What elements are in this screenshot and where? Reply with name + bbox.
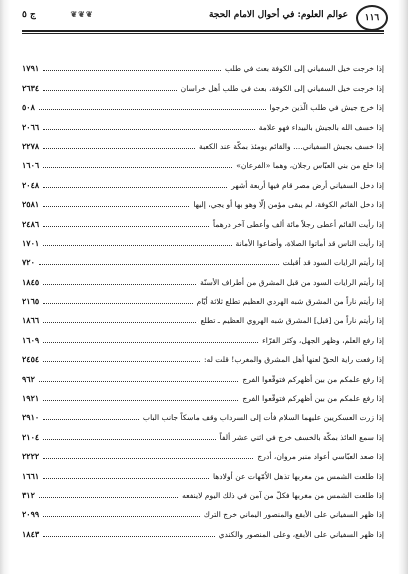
index-entry: [22, 209, 384, 228]
entry-text: إذا رأيت القائم أعطى رجلاً مائة ألف وأعطى آخر درهماً: [213, 219, 384, 229]
index-entry: [22, 132, 384, 151]
entry-page-number: ١٨٤٣: [22, 528, 40, 539]
entry-text: إذا رفع علمكم من بين أظهركم فتوقّعوا الفرج: [242, 374, 384, 384]
entry-text: إذا رفعت راية الحقّ لعنها أهل المشرق والمغرب! قلت له:: [203, 355, 384, 365]
entry-text: إذا رأيتم ناراً من المشرق شبه الهردي العظيم تطلع ثلاثة أيّام: [196, 297, 384, 307]
dot-leader: [43, 439, 215, 440]
entry-text: إذا رأيتم الرايات السود قد أقبلت: [282, 258, 384, 268]
entry-text: إذا خرجت خيل السفياني إلى الكوفة، بعث في طلب أهل خراسان: [180, 83, 384, 93]
entry-text: إذا طلعت الشمس من مغربها تذهل الاُمّهات عن أولادها: [212, 471, 384, 481]
index-entry: [22, 229, 384, 248]
dot-leader: [43, 400, 238, 401]
index-entry: [22, 112, 384, 131]
entry-page-number: ١٦٠٩: [22, 334, 40, 345]
entry-text: إذا ظهر السفياني على الأبقع والمنصور اليماني خرج الترك: [203, 510, 384, 520]
dot-leader: [43, 226, 209, 227]
entry-page-number: ٣١٢: [22, 489, 35, 500]
dot-leader: [43, 361, 200, 362]
entry-page-number: ١٧٠١: [22, 237, 40, 248]
dot-leader: [43, 478, 209, 479]
page-number-badge: [356, 5, 388, 31]
index-entry: [22, 170, 384, 189]
index-entry: [22, 345, 384, 364]
entry-page-number: ٩٦٢: [22, 373, 35, 384]
dot-leader: [43, 458, 253, 459]
index-entry: [22, 267, 384, 286]
index-entry: [22, 325, 384, 344]
entry-text: إذا دخل القائم الكوفة، لم يبقى مؤمن إلّا وهو بها أو يجي، إليها: [193, 200, 384, 210]
entry-page-number: ١٦٠٦: [22, 160, 40, 171]
dot-leader: [43, 322, 196, 323]
entry-page-number: ٧٢٠: [22, 257, 35, 268]
dot-leader: [43, 70, 221, 71]
entry-text: إذا رفع علمكم من بين أظهركم فتوقّعوا الفرج: [242, 394, 384, 404]
dot-leader: [43, 90, 176, 91]
entry-page-number: ٢٤٨٦: [22, 218, 40, 229]
dot-leader: [43, 245, 231, 246]
entry-text: إذا رفع العلم، وظهر الجهل، وكثر القرّاء: [262, 335, 384, 345]
page-number: ١١٦: [364, 13, 380, 23]
index-entry: [22, 54, 384, 73]
index-entry: [22, 364, 384, 383]
index-entry: [22, 287, 384, 306]
running-title: عوالم العلوم: في أحوال الامام الحجة: [208, 10, 348, 20]
entry-page-number: ٢٤٥٤: [22, 354, 40, 365]
entry-text: إذا رأيت الناس قد أماتوا الصلاة، وأضاعوا الأمانة: [235, 238, 384, 248]
entry-page-number: ٢٩١٠: [22, 412, 40, 423]
index-entry: [22, 500, 384, 519]
entry-page-number: ٢٠٦٦: [22, 121, 40, 132]
entry-text: إذا خرجت خيل السفياني إلى الكوفة بعث في طلب: [225, 64, 384, 74]
entry-page-number: ١٨٤٥: [22, 276, 40, 287]
dot-leader: [43, 419, 139, 420]
entry-text: إذا رأيتم ناراً من [قبل] المشرق شبه الهروي العظيم ـ تطلع: [200, 316, 384, 326]
index-entry: [22, 93, 384, 112]
entry-page-number: ٢١٠٤: [22, 431, 40, 442]
index-entry: [22, 151, 384, 170]
entry-text: إذا خسف بجيش السفياني.... والقائم يومئذ بمكّة عند الكعبة: [199, 141, 384, 151]
entry-text: إذا خرج جيش في طلب الّذين خرجوا: [269, 103, 384, 113]
dot-leader: [43, 536, 214, 537]
index-entry: [22, 73, 384, 92]
entry-page-number: ٥٠٨: [22, 102, 35, 113]
dot-leader: [43, 342, 258, 343]
index-entry: [22, 190, 384, 209]
entry-page-number: ٢٠٩٩: [22, 509, 40, 520]
dot-leader: [43, 187, 227, 188]
dot-leader: [39, 264, 279, 265]
entry-page-number: ٢٢٢٢: [22, 451, 40, 462]
entry-page-number: ١٨٦٦: [22, 315, 40, 326]
volume-label: ج ٥: [22, 10, 36, 20]
index-entry: [22, 442, 384, 461]
index-entry: [22, 422, 384, 441]
ornament-icon: ❦❦❦: [70, 9, 94, 19]
entry-text: إذا خسف الله بالجيش بالبيداء فهو علامة: [258, 122, 384, 132]
entry-page-number: ٢١٦٥: [22, 296, 40, 307]
index-entry: [22, 403, 384, 422]
dot-leader: [43, 129, 255, 130]
entry-text: إذا دخل السفياني أرض مصر قام فيها أربعة أشهر: [231, 180, 384, 190]
index-entry: [22, 481, 384, 500]
index-entry: [22, 248, 384, 267]
index-entry: [22, 384, 384, 403]
dot-leader: [43, 167, 232, 168]
dot-leader: [43, 303, 192, 304]
header-rule-thin: [22, 33, 384, 34]
dot-leader: [43, 284, 196, 285]
entry-text: إذا زرت العسكريين عليهما السلام فأت إلى السرداب وقف ماسكاً جانب الباب: [142, 413, 384, 423]
dot-leader: [39, 109, 266, 110]
dot-leader: [43, 516, 200, 517]
index-entry: [22, 306, 384, 325]
dot-leader: [39, 381, 239, 382]
entry-text: إذا صعد العبّاسي أعواد منبر مروان، أدرج: [257, 452, 384, 462]
entry-page-number: ٢٥٨١: [22, 199, 40, 210]
entry-page-number: ١٧٩١: [22, 63, 40, 74]
index-entries: [22, 54, 384, 539]
entry-text: إذا خلع من بني العبّاس رجلان، وهما «الفرعان»: [236, 161, 384, 171]
index-entry: [22, 461, 384, 480]
dot-leader: [43, 148, 195, 149]
entry-text: إذا رأيتم الرايات السود من قبل المشرق من أطراف الأسنّة: [200, 277, 384, 287]
page-header: [22, 8, 382, 26]
dot-leader: [43, 206, 189, 207]
entry-page-number: ١٦٦١: [22, 470, 40, 481]
entry-text: إذا طلعت الشمس من مغربها فكلّ من آمن في ذلك اليوم لاينفعه: [182, 490, 384, 500]
entry-page-number: ٢٢٧٨: [22, 140, 40, 151]
entry-page-number: ٢٦٣٤: [22, 82, 40, 93]
entry-text: إذا سمع العائذ بمكّة بالخسف خرج في اثني عشر ألفاً: [219, 432, 384, 442]
dot-leader: [39, 497, 178, 498]
entry-text: إذا ظهر السفياني على الأبقع، وعلى المنصور والكندي: [218, 529, 384, 539]
header-rule: [22, 30, 384, 32]
entry-page-number: ٢٠٤٨: [22, 179, 40, 190]
index-entry: [22, 519, 384, 538]
entry-page-number: ١٩٢١: [22, 393, 40, 404]
